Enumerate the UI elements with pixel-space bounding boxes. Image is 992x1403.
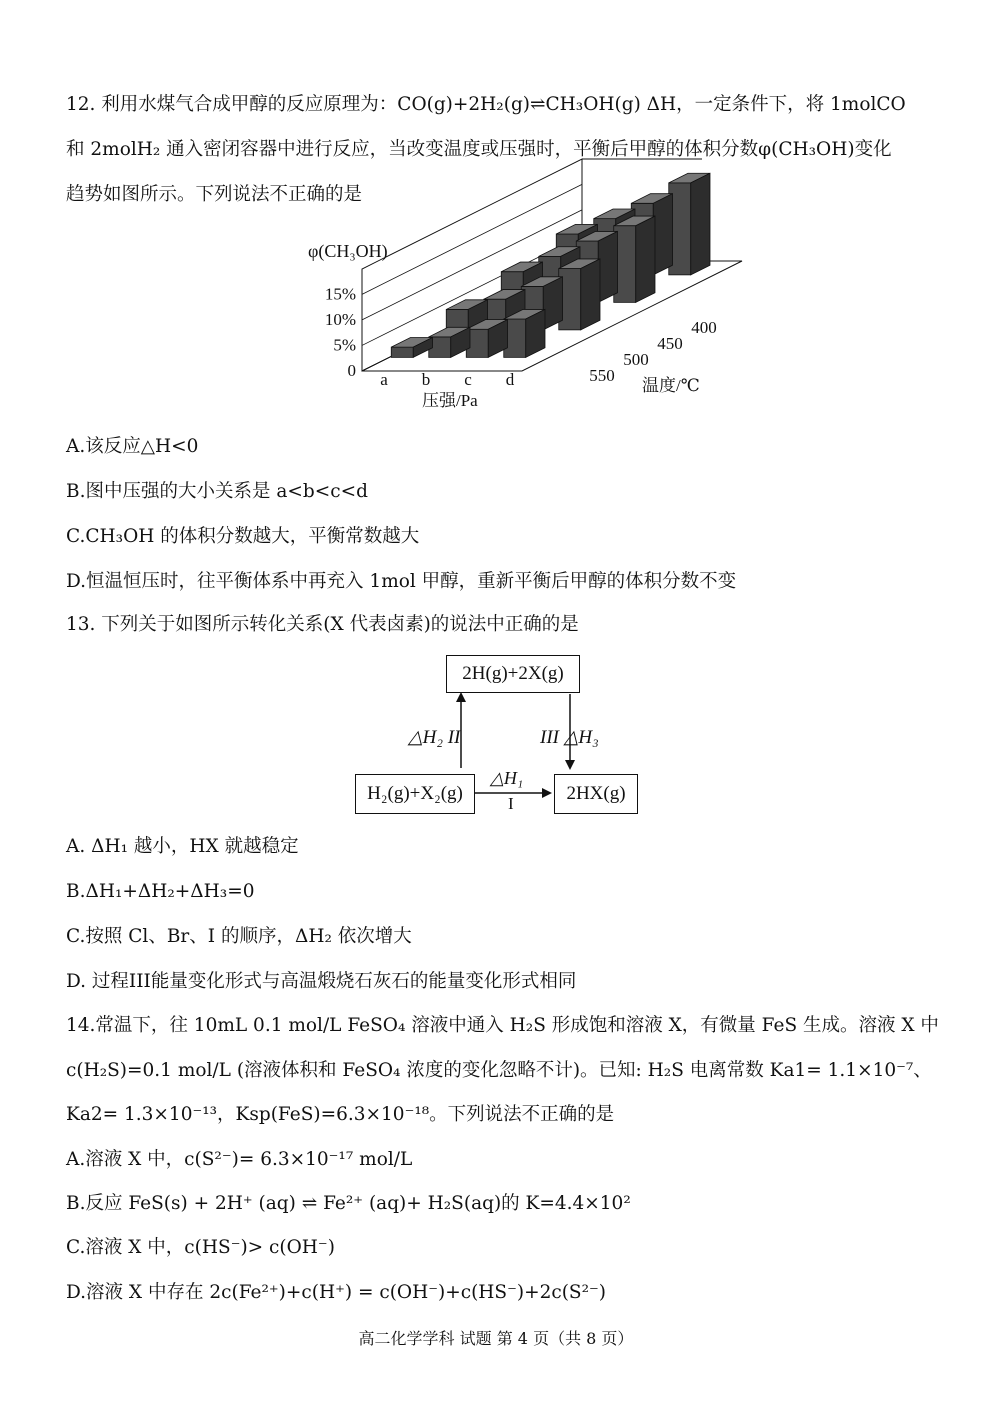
q12-option-c: C.CH₃OH 的体积分数越大，平衡常数越大 bbox=[66, 526, 420, 547]
bar-side bbox=[543, 277, 562, 330]
bar-side bbox=[653, 194, 672, 275]
bar-front bbox=[446, 309, 468, 329]
q14-stem-line2: c(H₂S)=0.1 mol/L (溶液体积和 FeSO₄ 浓度的变化忽略不计)。已知: H₂S 电离常数 Ka1= 1.1×10⁻⁷、 bbox=[66, 1060, 932, 1081]
q12-stem-line1: 12. 利用水煤气合成甲醇的反应原理为：CO(g)+2H₂(g)⇌CH₃OH(g) ΔH，一定条件下，将 1molCO bbox=[66, 94, 906, 115]
label-delta-h3: III △H₃ bbox=[540, 727, 599, 748]
y-tick-label: 10% bbox=[324, 309, 356, 329]
bar-front bbox=[391, 347, 413, 357]
page-footer: 高二化学学科 试题 第 4 页（共 8 页） bbox=[358, 1329, 634, 1348]
box-atoms: 2H(g)+2X(g) bbox=[446, 655, 580, 693]
label-delta-h2: △H₂ II bbox=[408, 727, 461, 748]
q12-stem-line3: 趋势如图所示。下列说法不正确的是 bbox=[66, 184, 363, 205]
q14-option-d: D.溶液 X 中存在 2c(Fe²⁺)+c(H⁺) = c(OH⁻)+c(HS⁻)+2c(S²⁻) bbox=[66, 1282, 606, 1303]
z-axis-label: 温度/℃ bbox=[642, 376, 700, 395]
q12-stem-line2: 和 2molH₂ 通入密闭容器中进行反应，当改变温度或压强时，平衡后甲醇的体积分数φ(CH₃OH)变化 bbox=[66, 139, 892, 160]
box-product: 2HX(g) bbox=[554, 774, 638, 814]
temperature-tick-label: 400 bbox=[691, 318, 717, 337]
q14-option-c: C.溶液 X 中，c(HS⁻)> c(OH⁻) bbox=[66, 1237, 335, 1258]
q14-option-a: A.溶液 X 中，c(S²⁻)= 6.3×10⁻¹⁷ mol/L bbox=[66, 1149, 413, 1170]
q12-option-a: A.该反应△H<0 bbox=[66, 436, 199, 457]
y-axis-label: φ(CH₃OH) bbox=[308, 241, 388, 261]
label-delta-h1: △H₁ bbox=[490, 768, 524, 788]
label-process-i: I bbox=[508, 794, 514, 813]
bar bbox=[391, 338, 432, 358]
q13-option-d: D. 过程III能量变化形式与高温煅烧石灰石的能量变化形式相同 bbox=[66, 971, 577, 992]
bar bbox=[614, 216, 655, 302]
q13-option-b: B.ΔH₁+ΔH₂+ΔH₃=0 bbox=[66, 881, 255, 902]
bar-side bbox=[691, 173, 710, 275]
bar bbox=[504, 309, 545, 357]
q13-stem: 13. 下列关于如图所示转化关系(X 代表卤素)的说法中正确的是 bbox=[66, 614, 579, 635]
y-tick-label: 15% bbox=[324, 284, 356, 304]
q14-stem-line1: 14.常温下，往 10mL 0.1 mol/L FeSO₄ 溶液中通入 H₂S 形成饱和溶液 X，有微量 FeS 生成。溶液 X 中 bbox=[66, 1015, 939, 1036]
bar bbox=[669, 173, 710, 275]
q13-diagram bbox=[350, 650, 650, 820]
bar bbox=[559, 259, 600, 330]
bar-side bbox=[636, 216, 655, 302]
box-reactants: H₂(g)+X₂(g) bbox=[355, 774, 475, 814]
q12-option-d: D.恒温恒压时，往平衡体系中再充入 1mol 甲醇，重新平衡后甲醇的体积分数不变 bbox=[66, 571, 737, 592]
pressure-tick-label: a bbox=[380, 370, 388, 389]
q13-option-c: C.按照 Cl、Br、I 的顺序，ΔH₂ 依次增大 bbox=[66, 926, 412, 947]
y-tick-label: 5% bbox=[333, 335, 356, 355]
pressure-tick-label: b bbox=[421, 370, 431, 389]
x-axis-label: 压强/Pa bbox=[422, 391, 478, 410]
chart-bars bbox=[391, 173, 710, 357]
q12-option-b: B.图中压强的大小关系是 a<b<c<d bbox=[66, 481, 368, 502]
bar bbox=[429, 327, 470, 357]
q14-option-b: B.反应 FeS(s) + 2H⁺ (aq) ⇌ Fe²⁺ (aq)+ H₂S(aq)的 K=4.4×10² bbox=[66, 1193, 631, 1214]
temperature-tick-label: 500 bbox=[623, 350, 649, 369]
pressure-tick-label: c bbox=[464, 370, 472, 389]
temperature-tick-label: 450 bbox=[657, 334, 683, 353]
bar-side bbox=[581, 259, 600, 330]
q14-stem-line3: Ka2= 1.3×10⁻¹³，Ksp(FeS)=6.3×10⁻¹⁸。下列说法不正确的是 bbox=[66, 1104, 615, 1125]
q13-option-a: A. ΔH₁ 越小，HX 就越稳定 bbox=[66, 836, 299, 857]
q12-3d-bar-chart bbox=[300, 225, 717, 415]
pressure-tick-label: d bbox=[505, 370, 515, 389]
y-tick-label: 0 bbox=[347, 361, 356, 380]
temperature-tick-label: 550 bbox=[589, 366, 615, 385]
bar-side bbox=[598, 231, 617, 302]
